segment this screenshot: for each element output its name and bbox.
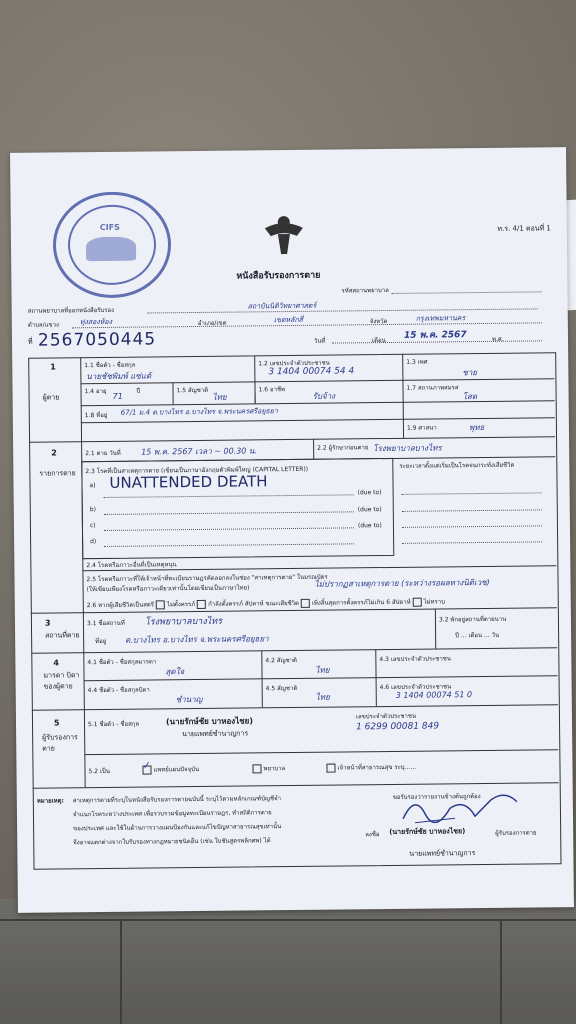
father-nationality: ไทย [315, 692, 330, 702]
deceased-address: 67/1 ม.4 ต.บางไทร อ.บางไทร จ.พระนครศรีอยุธยา [120, 407, 278, 417]
form-code: ท.ร. 4/1 ตอนที่ 1 [497, 224, 551, 233]
deceased-marital: โสด [462, 392, 478, 402]
section5-label: ผู้รับรองการตาย [42, 733, 78, 753]
father-name: ชำนาญ [175, 694, 203, 705]
certifier-name: (นายรักษ์ชัย บาหองไชย) [165, 716, 254, 727]
page-title: หนังสือรับรองการตาย [236, 270, 321, 282]
province-value: กรุงเทพมหานคร [415, 314, 466, 323]
signer-name: (นายรักษ์ชัย บาหองไชย) [389, 827, 466, 836]
death-time: 15 พ.ค. 2567 เวลา ~ 00.30 น. [141, 446, 257, 457]
deceased-nationality: ไทย [212, 392, 227, 402]
institute-seal [52, 191, 171, 298]
subdistrict-value: ทุ่งสองห้อง [79, 317, 113, 327]
certifier-position: นายแพทย์ชำนาญการ [182, 729, 249, 739]
checkbox-pregnant[interactable] [197, 600, 206, 609]
checkbox-health-officer[interactable] [326, 764, 335, 773]
checkbox-unknown[interactable] [413, 598, 422, 607]
facility-value: สถาบันนิติวิทยาศาสตร์ [247, 301, 317, 311]
mother-nationality: ไทย [315, 665, 330, 675]
signer-position: นายแพทย์ชำนาญการ [409, 849, 476, 858]
section2-label: รายการตาย [39, 469, 76, 478]
note-line-2: จำแนกโรคระหว่างประเทศ เพื่อรวบรวมข้อมูลทะเบียนราษฎร, ทำสถิติการตาย [72, 809, 272, 819]
deceased-sex: ชาย [462, 368, 478, 378]
certifier-id: 1 6299 00081 849 [356, 721, 440, 733]
seal-text: CIFS [99, 222, 120, 232]
certificate-number: 2567050445 [37, 329, 157, 351]
issue-date: 15 พ.ค. 2567 [403, 330, 467, 341]
deceased-id: 3 1404 00074 54 4 [268, 366, 355, 378]
signature-mark [392, 788, 525, 829]
garuda-emblem-icon [261, 210, 307, 256]
note-line-4: จึงอาจแตกต่างจากใบรับรองทางกฎหมายชนิดอื่น (เช่น ใบชันสูตรพลิกศพ) ได้ [73, 837, 271, 847]
signer-role: ผู้รับรองการตาย [495, 829, 537, 837]
death-place-address: ต.บางไทร อ.บางไทร จ.พระนครศรีอยุธยา [125, 634, 269, 645]
registrar-cause: ไม่ปรากฏสาเหตุการตาย (ระหว่างรอผลทางนิติเวช) [314, 577, 490, 589]
checkbox-nurse[interactable] [252, 764, 261, 773]
death-certificate-sheet: CIFS ท.ร. 4/1 ตอนที่ 1 หนังสือรับรองการตาย รหัสสถานพยาบาล สถานพยาบาลที่ออกหนังสือรับรอง สถาบันนิติวิทยาศาสตร์ ตำบล/แขวง ทุ่งสองห้อง อำเภอ/เขต เขตหลักสี่ จังหวัด กรุงเทพมหานคร ที่ 2567050445 วันที่ เดือน พ.ศ. 15 พ.ค. 2567 1 ผู้ตาย 1.1 ชื่อตัว - ชื่อสกุล นายชัชพิมพ์ แซ่แต้ 1.2 เลขประจำตัวประชาชน 3 1404 00074 54 4 1.3 เพศ ชาย 1.4 อายุ ปี 71 1.5 สัญชาติ ไทย 1.6 อาชีพ รับจ้าง 1.7 สถานภาพสมรส โสด 1.8 ที่อยู่ 67/1 ม.4 ต.บางไทร อ.บางไทร จ.พระนครศรีอยุธยา 1.9 ศาสนา พุทธ 2 รายการตาย 2.1 ตาย วันที่ 15 พ.ค. 2567 เวลา ~ 00.30 น. 2.2 ผู้รักษาก่อนตาย โรงพยาบาลบางไทร 2.3 โรคที่เป็นสาเหตุการตาย (เขียนเป็นภาษาอังกฤษตัวพิมพ์ใหญ่ (CAPITAL LETTER)) ระยะเวลาตั้งแต่เริ่มเป็นโรคจนกระทั่งเสียชีวิต UNATTENDED DEATH a) b) c) d) (due to) (due to) (due to) 2.4 โรคหรือภาวะอื่นที่เป็นเหตุหนุน 2.5 โรคหรือภาวะที่ให้เจ้าหน้าที่ทะเบียนราษฎรคัดลอกลงในช่อง "สาเหตุการตาย" ในมรณบัตร (ให้เขียนเพียงโรคหรือภาวะเดียวเท่านั้นโดยเขียนเป็นภาษาไทย) ไม่ปรากฏสาเหตุการตาย (ระหว่างรอผลทางนิติเวช) 2.6 หากผู้เสียชีวิตเป็นสตรี ไม่ตั้งครรภ์ กำลังตั้งครรภ์ สัปดาห์ ขณะเสียชีวิต เพิ่งสิ้นสุดการตั้งครรภ์ไม่เกิน 6 สัปดาห์ ไม่ทราบ 3 สถานที่ตาย 3.1 ชื่อสถานที่ โรงพยาบาลบางไทร ที่อยู่ ต.บางไทร อ.บางไทร จ.พระนครศรีอยุธยา 3.2 พักอยู่สถานที่ตายนาน ปี ... เดือน ... วัน 4 มารดา บิดาของผู้ตาย 4.1 ชื่อตัว - ชื่อสกุลมารดา สุดใจ 4.2 สัญชาติ ไทย 4.3 เลขประจำตัวประชาชน 4.4 ชื่อตัว - ชื่อสกุลบิดา ชำนาญ 4.5 สัญชาติ ไทย 4.6 เลขประจำตัวประชาชน 3 1404 00074 51 0 5 ผู้รับรองการตาย 5.1 ชื่อตัว - ชื่อสกุล (นายรักษ์ชัย บาหองไชย) นายแพทย์ชำนาญการ เลขประจำตัวประชาชน 1 6299 00081 849 5.2 เป็น ✓ แพทย์แผนปัจจุบัน พยาบาล เจ้าหน้าที่สาธารณสุข ระบุ...... หมายเหตุ: สาเหตุการตายที่ระบุในหนังสือรับรองการตายฉบับนี้ ระบุไว้ตามหลักเกณฑ์บัญชีจำ จำแนกโรคระหว่างประเทศ เพื่อรวบรวมข้อมูลทะเบียนราษฎร, ทำสถิติการตาย ของประเทศ และใช้ในด้านการวางแผนป้องกันและแก้ไขปัญหาสาธารณสุขเท่านั้น จึงอาจแตกต่างจากใบรับรองทางกฎหมายชนิดอื่น (เช่น ใบชันสูตรพลิกศพ) ได้ ขอรับรองว่ารายงานข้างต้นถูกต้อง ลงชื่อ (นายรักษ์ชัย บาหองไชย) ผู้รับรองการตาย นายแพทย์ชำนาญการ [10, 147, 574, 913]
cause-of-death: UNATTENDED DEATH [109, 472, 268, 492]
attending-hospital: โรงพยาบาลบางไทร [373, 443, 442, 454]
deceased-age: 71 [112, 391, 123, 401]
woman-status: 2.6 หากผู้เสียชีวิตเป็นสตรี ไม่ตั้งครรภ์ กำลังตั้งครรภ์ สัปดาห์ ขณะเสียชีวิต เพิ่งสิ้นสุดการตั้งครรภ์ไม่เกิน 6 สัปดาห์ ไม่ทราบ [86, 598, 445, 610]
checkbox-not-pregnant[interactable] [156, 600, 165, 609]
floor-tiles [0, 899, 576, 1024]
deceased-name: นายชัชพิมพ์ แซ่แต้ [86, 371, 152, 382]
death-place: โรงพยาบาลบางไทร [144, 616, 223, 628]
note-line-3: ของประเทศ และใช้ในด้านการวางแผนป้องกันและแก้ไขปัญหาสาธารณสุขเท่านั้น [73, 823, 282, 833]
section4-label: มารดา บิดาของผู้ตาย [43, 671, 80, 691]
mother-name: สุดใจ [165, 667, 185, 677]
father-id: 3 1404 00074 51 0 [395, 690, 473, 700]
district-value: เขตหลักสี่ [273, 315, 303, 325]
deceased-occupation: รับจ้าง [312, 391, 336, 401]
certify-text: ขอรับรองว่ารายงานข้างต้นถูกต้อง [392, 793, 481, 801]
note-line-1: สาเหตุการตายที่ระบุในหนังสือรับรองการตายฉบับนี้ ระบุไว้ตามหลักเกณฑ์บัญชีจำ [72, 795, 282, 805]
checkbox-recently-pregnant[interactable] [301, 599, 310, 608]
facility-label: สถานพยาบาลที่ออกหนังสือรับรอง [27, 306, 115, 315]
hospital-code-label: รหัสสถานพยาบาล [341, 286, 389, 295]
section1-label: ผู้ตาย [42, 393, 60, 402]
section3-label: สถานที่ตาย [45, 631, 80, 640]
checkbox-physician[interactable]: ✓ [142, 765, 151, 774]
deceased-religion: พุทธ [468, 422, 485, 433]
